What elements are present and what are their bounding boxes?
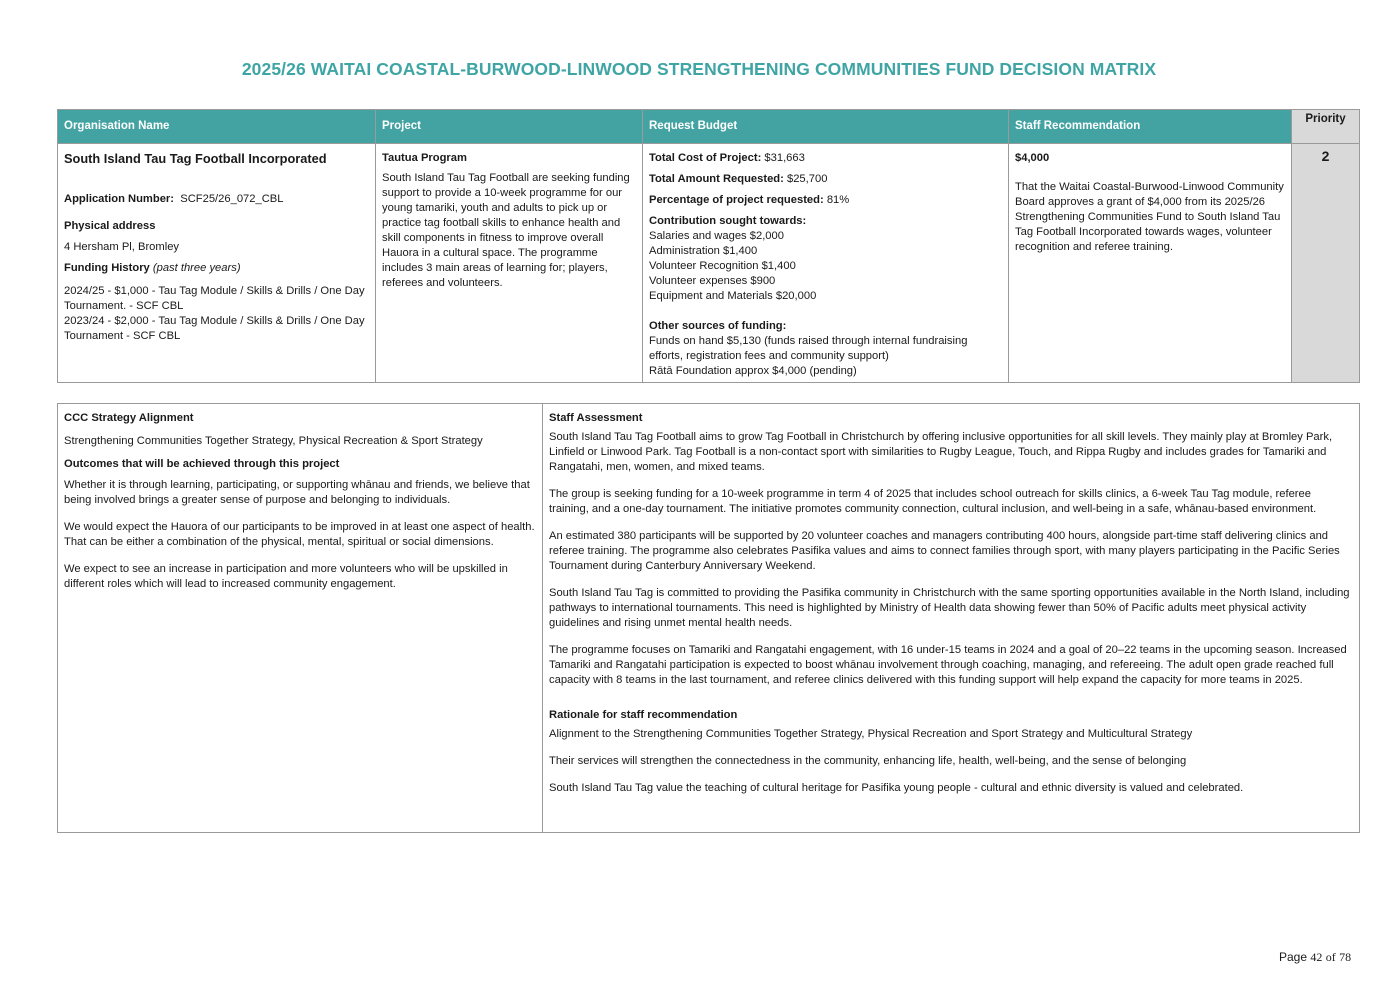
address-value: 4 Hersham Pl, Bromley (64, 241, 180, 253)
funding-history-item: 2024/25 - $1,000 - Tau Tag Module / Skills & Drills / One Day Tournament. - SCF CBL (64, 285, 365, 312)
assessment-heading: Staff Assessment (549, 412, 643, 424)
outcome-paragraph: Whether it is through learning, participating, or supporting whānau and friends, we believe that being involved brings a greater sense of purpose and belonging to individuals. (64, 479, 530, 506)
total-cost: Total Cost of Project: $31,663 (649, 152, 805, 164)
other-funding-item: Rātā Foundation approx $4,000 (pending) (649, 365, 857, 377)
header-row (58, 110, 1360, 144)
header-staff-recommendation: Staff Recommendation (1009, 110, 1292, 144)
total-requested: Total Amount Requested: $25,700 (649, 173, 828, 185)
organisation-name: South Island Tau Tag Football Incorporated (64, 151, 327, 166)
decision-matrix-table (57, 109, 1360, 383)
contribution-item: Equipment and Materials $20,000 (649, 290, 817, 302)
other-funding-label: Other sources of funding: (649, 320, 787, 332)
assessment-table (57, 403, 1360, 833)
project-description: South Island Tau Tag Football are seeking funding support to provide a 10-week programme for our young tamariki, youth and adults to pick up or practice tag football skills to enhance health and skill components in fitness to improve overall Hauora in a cultural space. The programme includes 3 main areas of learning for; players, referees and volunteers. (382, 172, 630, 289)
rationale-heading: Rationale for staff recommendation (549, 709, 738, 721)
rationale-item: South Island Tau Tag value the teaching of cultural heritage for Pasifika young people - cultural and ethnic diversity is valued and celebrated. (549, 782, 1244, 794)
contribution-item: Salaries and wages $2,000 (649, 230, 784, 242)
percentage-requested: Percentage of project requested: 81% (649, 194, 850, 206)
outcome-paragraph: We would expect the Hauora of our participants to be improved in at least one aspect of health. That can be either a combination of the physical, mental, spiritual or social dimensions. (64, 521, 535, 548)
header-priority: Priority (1292, 110, 1360, 144)
applicant-row (58, 144, 1360, 383)
recommendation-cell (1009, 144, 1292, 383)
rationale-item: Alignment to the Strengthening Communities Together Strategy, Physical Recreation and Sport Strategy and Multicultural Strategy (549, 728, 1193, 740)
contribution-label: Contribution sought towards: (649, 215, 807, 227)
page-footer: Page 42 of 78 (1279, 950, 1352, 964)
assessment-paragraph: The programme focuses on Tamariki and Rangatahi engagement, with 16 under-15 teams in 2024 and a goal of 20–22 teams in the upcoming season. Increased Tamariki and Rangatahi participation is expected to boost whānau involvement through coaching, managing, and refereeing. The adult open grade reached full capacity with 8 teams in the last tournament, and referee clinics delivered with this funding support will help expand the capacity for more teams in 2025. (549, 644, 1347, 686)
strategy-text: Strengthening Communities Together Strategy, Physical Recreation & Sport Strategy (64, 435, 483, 447)
assessment-paragraph: An estimated 380 participants will be supported by 20 volunteer coaches and managers contributing 400 hours, alongside part-time staff delivering clinics and referee training. The programme also celebrates Pasifika values and aims to connect families through sport, with many players participating in the Pacific Series Tournament during Canterbury Anniversary Weekend. (549, 530, 1340, 572)
rationale-item: Their services will strengthen the connectedness in the community, enhancing life, health, well-being, and the sense of belonging (549, 755, 1187, 767)
header-project: Project (376, 110, 643, 144)
funding-history-label: Funding History (past three years) (64, 262, 241, 274)
contribution-item: Volunteer Recognition $1,400 (649, 260, 796, 272)
strategy-cell (58, 404, 543, 833)
budget-cell (643, 144, 1009, 383)
strategy-heading: CCC Strategy Alignment (64, 412, 194, 424)
staff-assessment-cell (543, 404, 1360, 833)
priority-value: 2 (1292, 144, 1360, 383)
assessment-paragraph: South Island Tau Tag is committed to providing the Pasifika community in Christchurch with the same sporting opportunities available in the North Island, including pathways to international tournaments. This need is highlighted by Ministry of Health data showing fewer than 50% of Pacific adults meet physical activity guidelines and rising unmet mental health needs. (549, 587, 1350, 629)
project-name: Tautua Program (382, 152, 467, 164)
application-number: Application Number: SCF25/26_072_CBL (64, 193, 284, 205)
header-organisation-name: Organisation Name (58, 110, 376, 144)
assessment-paragraph: The group is seeking funding for a 10-week programme in term 4 of 2025 that includes school outreach for skills clinics, a 6-week Tau Tag module, referee training, and a one-day tournament. The initiative promotes community connection, cultural inclusion, and well-being in a safe, whānau-based environment. (549, 488, 1317, 515)
document-title: 2025/26 WAITAI COASTAL-BURWOOD-LINWOOD STRENGTHENING COMMUNITIES FUND DECISION MATRIX (241, 59, 1157, 79)
assessment-row (58, 404, 1360, 833)
contribution-item: Volunteer expenses $900 (649, 275, 776, 287)
recommendation-text: That the Waitai Coastal-Burwood-Linwood Community Board approves a grant of $4,000 from its 2025/26 Strengthening Communities Fund to South Island Tau Tag Football Incorporated towards wages, volunteer recognition and referee training. (1015, 181, 1284, 253)
header-request-budget: Request Budget (643, 110, 1009, 144)
address-label: Physical address (64, 220, 156, 232)
outcomes-heading: Outcomes that will be achieved through this project (64, 458, 340, 470)
project-cell (376, 144, 643, 383)
funding-history-item: 2023/24 - $2,000 - Tau Tag Module / Skills & Drills / One Day Tournament - SCF CBL (64, 315, 365, 342)
page-number: 42 (1310, 950, 1323, 964)
assessment-paragraph: South Island Tau Tag Football aims to grow Tag Football in Christchurch by offering inclusive opportunities for all skill levels. They mainly play at Bromley Park, Linfield or Linwood Park. Tag Football is a non-contact sport with similarities to Rugby League, Touch, and Rippa Rugby and includes grades for Tamariki and Rangatahi, men, women, and mixed teams. (549, 431, 1333, 473)
other-funding-item: Funds on hand $5,130 (funds raised through internal fundraising efforts, registration fees and community support) (649, 335, 968, 362)
outcome-paragraph: We expect to see an increase in participation and more volunteers who will be upskilled in different roles which will lead to increased community engagement. (64, 563, 508, 590)
recommended-amount: $4,000 (1015, 152, 1050, 164)
organisation-cell (58, 144, 376, 383)
total-pages: 78 (1339, 950, 1352, 964)
contribution-item: Administration $1,400 (649, 245, 758, 257)
